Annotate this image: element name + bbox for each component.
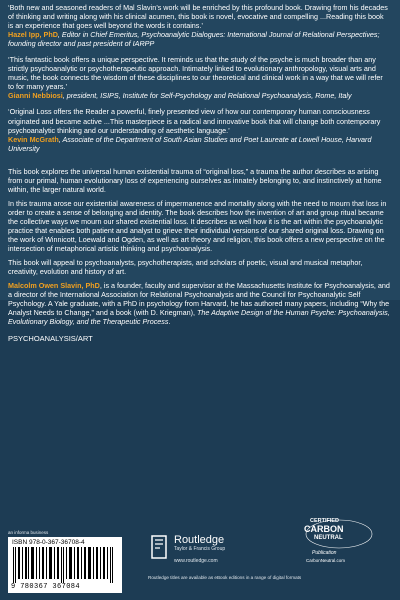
publisher-logo [148,532,248,572]
routledge-logo-icon [148,534,170,560]
publisher-url: www.routledge.com [174,558,218,564]
description-paragraph: This book explores the universal human existential trauma of “original loss,” a trauma the author describes as arising from our primal, human evolutionary loss of experiencing ourselves as innately belonging to, and instinctively at home within, the larger natural world. [8,166,382,194]
ebook-note: Routledge titles are available as eBook editions in a range of digital formats [148,575,302,580]
reviewer-name: Gianni Nebbiosi [8,91,63,101]
review-1 [8,3,390,48]
review-3 [8,107,390,152]
back-cover-text [8,3,390,346]
isbn-number: ISBN 978-0-367-36708-4 [12,539,85,546]
barcode-bars-icon [12,547,118,583]
description-paragraph: This book will appeal to psychoanalysts, psychotherapists, and scholars of poetic, visual and musical metaphor, creativity, evolution and history of art. [8,258,363,277]
barcode [8,537,122,593]
review-quote: ‘Both new and seasoned readers of Mal Slavin’s work will be enriched by this profound book. Drawing from his decades of thinking and writing along with his clinical acumen, this book is novel, evocative and compelling ...Reading this book is an experience that goes well beyond the words it contains.’ [8,3,388,31]
publisher-subtitle: Taylor & Francis Group [174,546,226,552]
publisher-name: Routledge [174,534,225,546]
review-quote: ‘Original Loss offers the Reader a powerful, finely presented view of how our contemporary human consciousness originated and became active ...This masterpiece is a radical and innovative book that will change both contemporary psychoanalytic thinking and our understanding of aesthetic language.’ [8,107,381,135]
barcode-digits: 9 780367 367084 [11,583,81,591]
reviewer-affiliation: , Associate of the Department of South Asian Studies and Poet Laureate at Lowell House, Harvard University [8,134,372,153]
reviewer-affiliation: , president, ISIPS, Institute for Self-Psychology and Relational Psychoanalysis, Rome, Italy [62,91,352,101]
review-2 [8,55,390,100]
reviewer-affiliation: , Editor in Chief Emeritus, Psychoanalytic Dialogues: International Journal of Relational Perspectives; founding director and past president of IARPP [8,30,380,49]
book-title: The Adaptive Design of the Human Psyche: Psychoanalysis, Evolutionary Biology, and the Therapeutic Process [8,308,390,327]
reviewer-name: Hazel Ipp, PhD [8,30,58,40]
informa-tagline: an informa business [8,530,49,535]
author-name: Malcolm Owen Slavin, PhD [8,281,100,291]
author-bio: Malcolm Owen Slavin, PhD, is a founder, faculty and supervisor at the Massachusetts Institute for Psychoanalysis, and a director of the International Association for Relational Psychoanalysis and the Council for Psychoanalytic Self Psychology. A Yale graduate, with a PhD in psychology from Harvard, he has authored many papers, including “Why the Analyst Needs to Change,” and a book (with D. Kriegman), The Adaptive Design of the Human Psyche: Psychoanalysis, Evolutionary Biology, and the Therapeutic Process. [8,281,390,327]
carbon-neutral-badge: CERTIFIED CARBON NEUTRAL Publication CarbonNeutral.com [304,518,374,574]
subject-category: PSYCHOANALYSIS/ART [8,334,93,344]
description-paragraph: In this trauma arose our existential awareness of impermanence and mortality along with the need to mourn that loss in order to create a sense of belonging and identity. The book describes how the invention of art and group ritual became the collective ways we mourn our shared existential loss. It describes as well how it is the art within the psychoanalytic practice that enables both patient and analyst to grieve their individual versions of our shared original loss. Drawing on the work of Winnicott, Loewald and Ogden, as well as art theory and religion, this book offers a new perspective on the intersection of metaphorical artistic thinking and psychoanalysis. [8,198,387,254]
footer [8,518,392,596]
reviewer-name: Kevin McGrath [8,134,59,144]
review-quote: ‘This fantastic book offers a unique perspective. It reminds us that the study of the psyche is much broader than any strictly psychoanalytic or psychotherapeutic approach. Intimately linked to evolutionary anthropology, visual arts and music, the book connects the wisdom of these disciplines to our theoretical and clinical work in a way that we will refer to for many years.’ [8,55,383,92]
